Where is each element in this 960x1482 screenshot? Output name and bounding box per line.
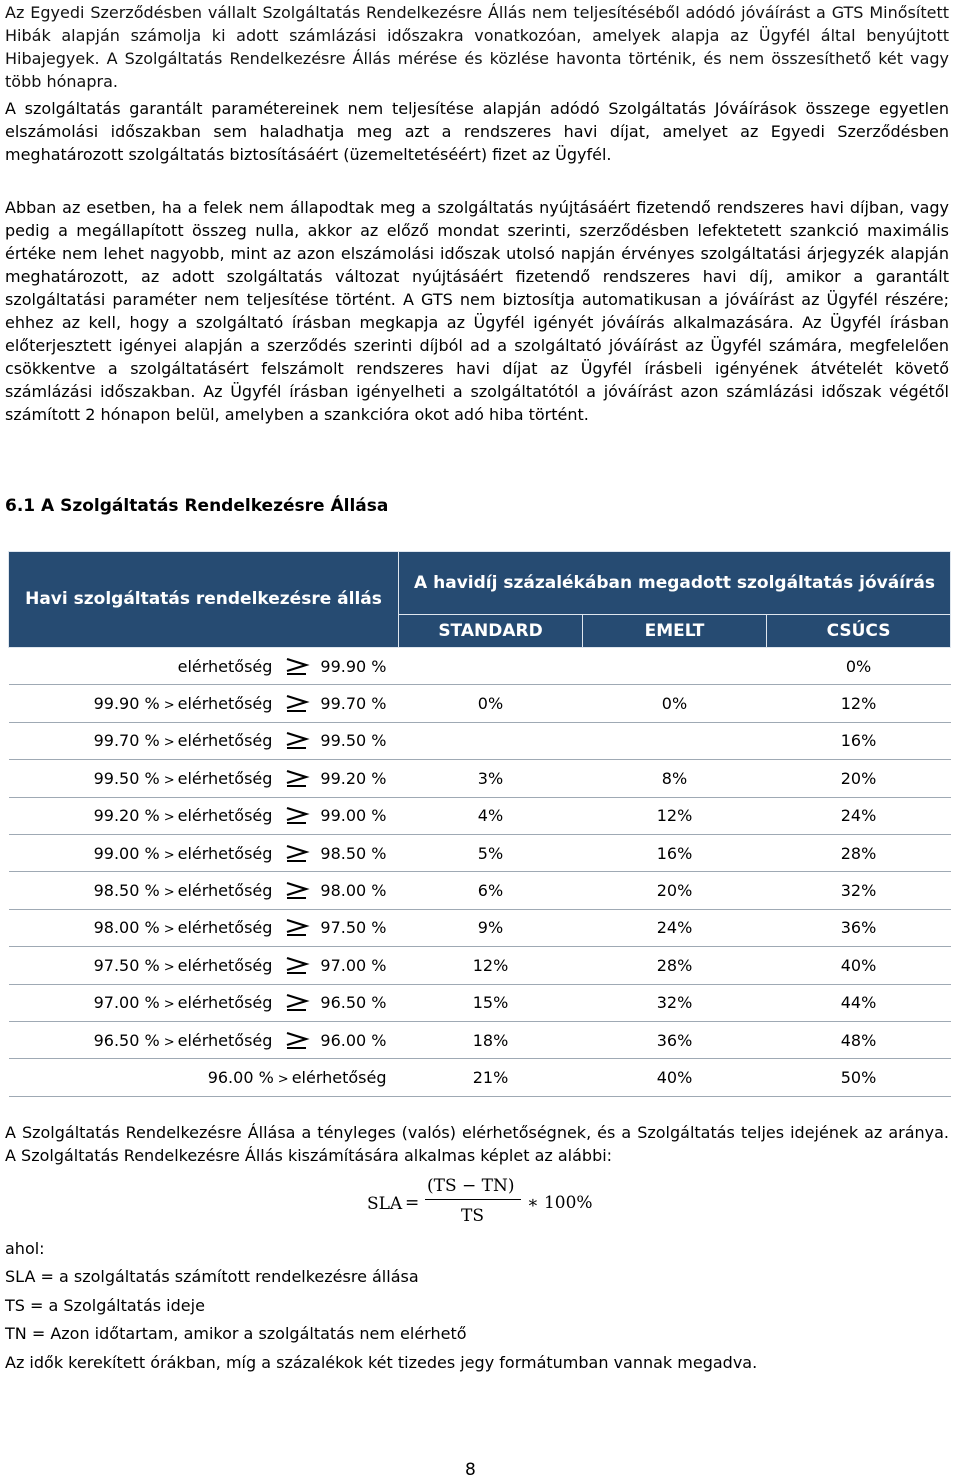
- greater-than-icon: >: [163, 885, 175, 901]
- credit-standard: [399, 648, 583, 685]
- table-row: [9, 834, 951, 871]
- range-lower: 98.00 %: [320, 881, 387, 901]
- credit-standard: 0%: [399, 685, 583, 722]
- paragraph-credit-basis: Az Egyedi Szerződésben vállalt Szolgáltatás Rendelkezésre Állás nem teljesítéséből adódó jóváírást a GTS Minősített Hibák alapján számolja ki adott számlázási időszakra vonatkozóan, amelyek alapja az Ügyfél által benyújtott Hibajegyek. A Szolgáltatás Rendelkezésre Állás mérése és közlése havonta történik, és nem összesíthető két vagy több hónapra.: [5, 3, 949, 91]
- credit-emelt: 28%: [583, 947, 767, 984]
- formula-denominator: TS: [461, 1206, 484, 1226]
- section-heading: 6.1 A Szolgáltatás Rendelkezésre Állása: [5, 496, 389, 516]
- availability-range: [9, 834, 399, 871]
- credit-emelt: 8%: [583, 760, 767, 797]
- credit-standard: 21%: [399, 1059, 583, 1096]
- availability-range: [9, 1059, 399, 1096]
- definition-ts: TS = a Szolgáltatás ideje: [5, 1296, 205, 1315]
- table-row: [9, 872, 951, 909]
- credit-csucs: 32%: [767, 872, 951, 909]
- greater-or-equal-icon: [284, 844, 310, 862]
- fraction-bar: [425, 1199, 521, 1200]
- greater-or-equal-icon: [284, 918, 310, 936]
- range-lower: 96.50 %: [320, 993, 387, 1013]
- range-upper: 99.90 %: [93, 694, 160, 714]
- credit-emelt: 24%: [583, 909, 767, 946]
- credit-standard: 6%: [399, 872, 583, 909]
- credit-standard: 12%: [399, 947, 583, 984]
- availability-range: [9, 909, 399, 946]
- credit-csucs: 20%: [767, 760, 951, 797]
- credit-csucs: 44%: [767, 984, 951, 1021]
- greater-or-equal-icon: [284, 881, 310, 899]
- greater-or-equal-icon: [284, 993, 310, 1011]
- greater-than-icon: >: [163, 847, 175, 863]
- greater-or-equal-icon: [284, 694, 310, 712]
- credit-emelt: 20%: [583, 872, 767, 909]
- formula-equals: =: [405, 1193, 420, 1213]
- credit-standard: 4%: [399, 797, 583, 834]
- availability-range: [9, 722, 399, 759]
- availability-label: elérhetőség: [177, 656, 273, 676]
- availability-range: [9, 947, 399, 984]
- sla-formula: [367, 1176, 607, 1232]
- credit-csucs: 16%: [767, 722, 951, 759]
- credit-csucs: 12%: [767, 685, 951, 722]
- availability-label: elérhetőség: [177, 806, 273, 826]
- greater-than-icon: >: [163, 997, 175, 1013]
- availability-range: [9, 1021, 399, 1058]
- definition-tn: TN = Azon időtartam, amikor a szolgáltatás nem elérhető: [5, 1324, 467, 1343]
- availability-label: elérhetőség: [177, 694, 273, 714]
- range-lower: 99.00 %: [320, 806, 387, 826]
- greater-or-equal-icon: [284, 769, 310, 787]
- range-lower: 98.50 %: [320, 843, 387, 863]
- range-upper: 98.50 %: [93, 881, 160, 901]
- formula-lhs: SLA: [367, 1194, 403, 1214]
- credit-csucs: 28%: [767, 834, 951, 871]
- header-emelt: EMELT: [583, 615, 767, 648]
- range-lower: 97.00 %: [320, 955, 387, 975]
- greater-than-icon: >: [163, 698, 175, 714]
- credit-csucs: 50%: [767, 1059, 951, 1096]
- greater-or-equal-icon: [284, 731, 310, 749]
- range-lower: 99.90 %: [320, 656, 387, 676]
- availability-range: [9, 984, 399, 1021]
- availability-label: elérhetőség: [177, 993, 273, 1013]
- table-row: [9, 797, 951, 834]
- availability-credit-table: [8, 551, 951, 1097]
- definition-note: Az idők kerekített órákban, míg a százalékok két tizedes jegy formátumban vannak megadva.: [5, 1353, 758, 1372]
- availability-label: elérhetőség: [291, 1067, 387, 1087]
- range-upper: 96.00 %: [207, 1067, 274, 1087]
- credit-emelt: 16%: [583, 834, 767, 871]
- credit-standard: 9%: [399, 909, 583, 946]
- paragraph-credit-claim: Abban az esetben, ha a felek nem állapodtak meg a szolgáltatás nyújtásáért fizetendő rendszeres havi díjban, vagy pedig a megállapított összeg nulla, akkor az előző mondat szerinti, szerződésben lefektetett szankció maximális értéke nem lehet nagyobb, mint az azon elszámolási időszak utolsó napján érvényes szolgáltatási árjegyzék alapján meghatározott, az adott szolgáltatás változat nyújtásáért fizetendő rendszeres havi díj, amikor a garantált szolgáltatási paraméter nem teljesítése történt. A GTS nem biztosítja automatikusan a jóváírást az Ügyfél részére; ehhez az kell, hogy a szolgáltató írásban megkapja az Ügyfél igényét jóváírás alkalmazására. Az Ügyfél írásban előterjesztett igényei alapján a szerződés szerinti díjból ad a szolgáltató jóváírást az Ügyfél számára, megfelelően csökkentve a szolgáltatásért felszámolt rendszeres havi díjat az Ügyfél írásbeli igényének átvételét követő számlázási időszakban. Az Ügyfél írásban igényelheti a szolgáltatótól a jóváírást azon számlázási időszak végétől számított 2 hónapon belül, amelyben a szankcióra okot adó hiba történt.: [5, 198, 949, 424]
- table-row: [9, 947, 951, 984]
- credit-standard: 3%: [399, 760, 583, 797]
- credit-standard: [399, 722, 583, 759]
- greater-than-icon: >: [163, 922, 175, 938]
- availability-label: elérhetőség: [177, 955, 273, 975]
- credit-emelt: [583, 722, 767, 759]
- formula-multiplier: ∗ 100%: [527, 1193, 593, 1213]
- header-credit-group: A havidíj százalékában megadott szolgáltatás jóváírás: [399, 552, 951, 615]
- table-row: [9, 1059, 951, 1096]
- credit-standard: 15%: [399, 984, 583, 1021]
- credit-emelt: 0%: [583, 685, 767, 722]
- table-row: [9, 685, 951, 722]
- credit-csucs: 40%: [767, 947, 951, 984]
- range-lower: 99.50 %: [320, 731, 387, 751]
- range-upper: 97.00 %: [93, 993, 160, 1013]
- availability-label: elérhetőség: [177, 881, 273, 901]
- credit-standard: 5%: [399, 834, 583, 871]
- table-row: [9, 909, 951, 946]
- range-upper: 99.20 %: [93, 806, 160, 826]
- range-lower: 99.20 %: [320, 768, 387, 788]
- range-lower: 99.70 %: [320, 694, 387, 714]
- table-row: [9, 760, 951, 797]
- availability-label: elérhetőség: [177, 843, 273, 863]
- availability-label: elérhetőség: [177, 1030, 273, 1050]
- greater-than-icon: >: [163, 735, 175, 751]
- greater-or-equal-icon: [284, 806, 310, 824]
- page-number: 8: [465, 1460, 476, 1480]
- table-row: [9, 984, 951, 1021]
- definition-sla: SLA = a szolgáltatás számított rendelkezésre állása: [5, 1267, 419, 1286]
- availability-range: [9, 872, 399, 909]
- greater-than-icon: >: [277, 1071, 289, 1087]
- availability-label: elérhetőség: [177, 768, 273, 788]
- header-standard: STANDARD: [399, 615, 583, 648]
- credit-emelt: 40%: [583, 1059, 767, 1096]
- availability-label: elérhetőség: [177, 918, 273, 938]
- credit-standard: 18%: [399, 1021, 583, 1058]
- availability-range: [9, 685, 399, 722]
- header-csucs: CSÚCS: [767, 615, 951, 648]
- greater-or-equal-icon: [284, 1031, 310, 1049]
- credit-csucs: 36%: [767, 909, 951, 946]
- credit-csucs: 48%: [767, 1021, 951, 1058]
- table-row: [9, 1021, 951, 1058]
- availability-label: elérhetőség: [177, 731, 273, 751]
- range-upper: 98.00 %: [93, 918, 160, 938]
- definition-intro: ahol:: [5, 1239, 45, 1258]
- greater-or-equal-icon: [284, 956, 310, 974]
- greater-than-icon: >: [163, 1034, 175, 1050]
- availability-range: [9, 797, 399, 834]
- credit-emelt: 32%: [583, 984, 767, 1021]
- credit-emelt: [583, 648, 767, 685]
- paragraph-credit-cap: A szolgáltatás garantált paramétereinek nem teljesítése alapján adódó Szolgáltatás Jóváírások összege egyetlen elszámolási időszakban sem haladhatja meg azt a rendszeres havi díjat, amelyet az Egyedi Szerződésben meghatározott szolgáltatás biztosításáért (üzemeltetéséért) fizet az Ügyfél.: [5, 99, 949, 164]
- table-row: [9, 648, 951, 685]
- credit-emelt: 12%: [583, 797, 767, 834]
- range-upper: 96.50 %: [93, 1030, 160, 1050]
- range-lower: 97.50 %: [320, 918, 387, 938]
- table-row: [9, 722, 951, 759]
- range-upper: 97.50 %: [93, 955, 160, 975]
- greater-than-icon: >: [163, 772, 175, 788]
- paragraph-sla-definition: A Szolgáltatás Rendelkezésre Állása a tényleges (valós) elérhetőségnek, és a Szolgáltatás teljes idejének az aránya. A Szolgáltatás Rendelkezésre Állás kiszámítására alkalmas képlet az alábbi:: [5, 1123, 949, 1165]
- greater-than-icon: >: [163, 959, 175, 975]
- availability-range: [9, 648, 399, 685]
- credit-emelt: 36%: [583, 1021, 767, 1058]
- range-lower: 96.00 %: [320, 1030, 387, 1050]
- header-availability: Havi szolgáltatás rendelkezésre állás: [9, 552, 399, 648]
- greater-than-icon: >: [163, 810, 175, 826]
- credit-csucs: 0%: [767, 648, 951, 685]
- range-upper: 99.00 %: [93, 843, 160, 863]
- credit-csucs: 24%: [767, 797, 951, 834]
- availability-range: [9, 760, 399, 797]
- range-upper: 99.70 %: [93, 731, 160, 751]
- formula-numerator: (TS − TN): [427, 1176, 515, 1196]
- greater-or-equal-icon: [284, 657, 310, 675]
- range-upper: 99.50 %: [93, 768, 160, 788]
